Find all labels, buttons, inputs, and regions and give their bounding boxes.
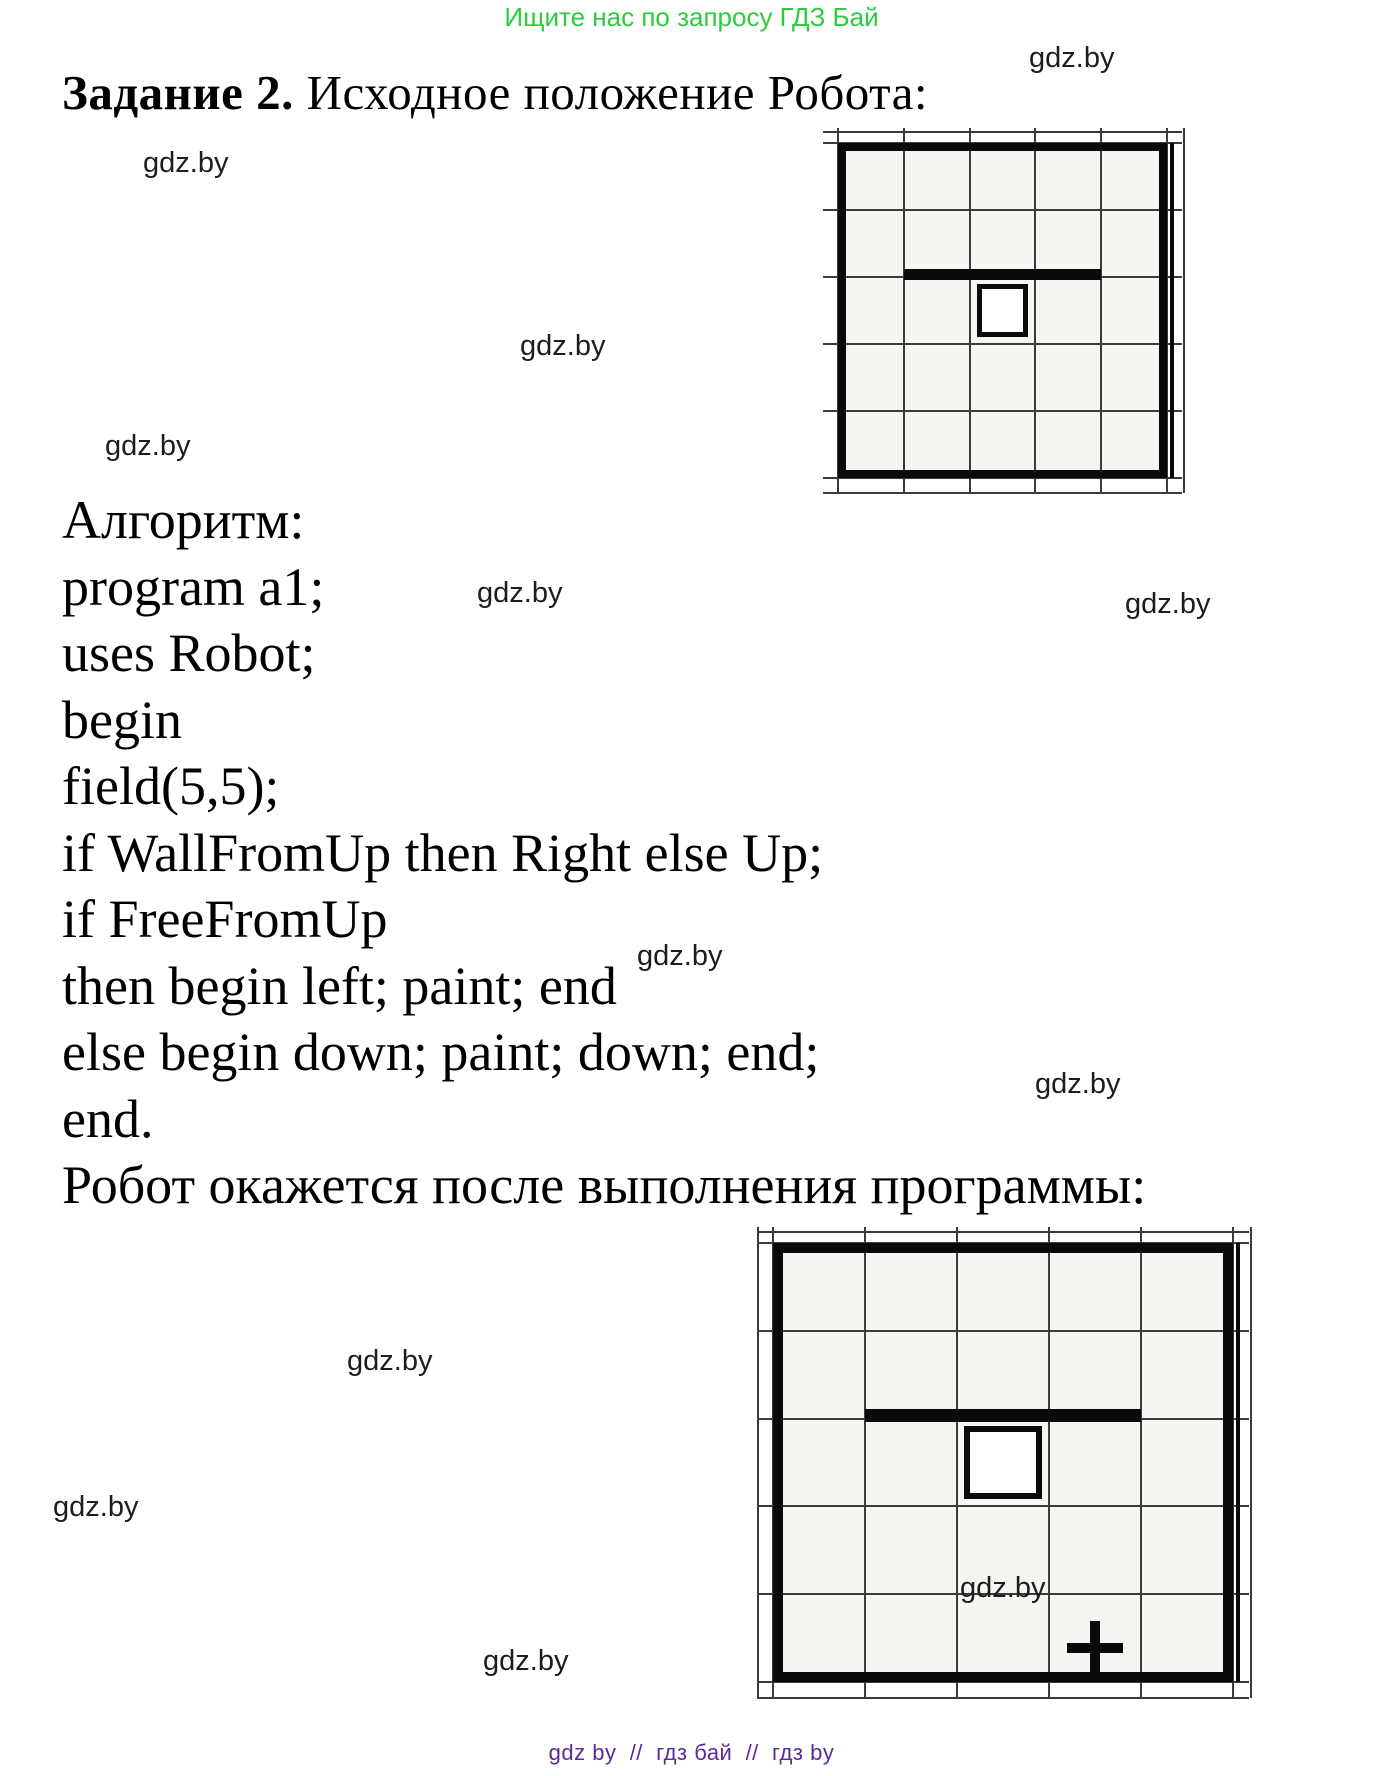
gdzby-watermark: gdz.by — [1035, 1068, 1121, 1100]
grid-border — [773, 1672, 1233, 1682]
footer-links: gdz by // гдз бай // гдз by — [548, 1740, 835, 1765]
grid-line — [1100, 128, 1102, 493]
code-line: field(5,5); — [62, 756, 280, 816]
promo-banner: Ищите нас по запросу ГДЗ Бай — [504, 2, 879, 32]
grid-line — [864, 1227, 866, 1698]
grid-line — [903, 128, 905, 493]
page-title — [62, 64, 928, 123]
gdzby-watermark: gdz.by — [520, 330, 606, 362]
code-line: else begin down; paint; down; end; — [62, 1022, 820, 1082]
wall-segment — [865, 1409, 1141, 1422]
result-heading: Робот окажется после выполнения программы: — [62, 1155, 1147, 1215]
code-line: program a1; — [62, 556, 325, 617]
grid-line — [969, 128, 971, 493]
grid-border — [838, 143, 1167, 151]
grid-line — [823, 131, 1182, 133]
robot-cell — [964, 1426, 1042, 1500]
robot-cell — [977, 284, 1029, 337]
grid-border — [773, 1243, 783, 1682]
grid-line — [823, 492, 1182, 494]
gdzby-watermark: gdz.by — [960, 1572, 1046, 1604]
result-position-grid — [773, 1243, 1233, 1682]
task-title-text: Исходное положение Робота: — [293, 65, 928, 120]
task-number: Задание 2. — [62, 65, 294, 120]
grid-border-double-line — [1236, 1243, 1240, 1682]
code-line: uses Robot; — [62, 623, 316, 683]
grid-line — [823, 410, 1182, 412]
code-line: end. — [62, 1088, 154, 1149]
grid-line — [1034, 128, 1036, 493]
grid-border — [1223, 1243, 1233, 1682]
grid-border — [773, 1243, 1233, 1253]
gdzby-watermark: gdz.by — [477, 577, 563, 609]
code-line: Алгоритм: — [62, 490, 305, 550]
grid-line — [757, 1697, 1249, 1699]
grid-border — [838, 470, 1167, 478]
code-line: if FreeFromUp — [62, 889, 388, 949]
gdzby-watermark: gdz.by — [53, 1491, 139, 1523]
gdzby-watermark: gdz.by — [105, 430, 191, 462]
gdzby-watermark: gdz.by — [1125, 588, 1211, 620]
grid-line — [956, 1227, 958, 1698]
grid-line — [1183, 128, 1185, 493]
grid-border — [838, 143, 846, 478]
grid-border — [1159, 143, 1167, 478]
grid-line — [1048, 1227, 1050, 1698]
initial-position-grid — [838, 143, 1167, 478]
grid-line — [757, 1330, 1249, 1332]
grid-line — [757, 1231, 1249, 1233]
code-line: then begin left; paint; end — [62, 955, 617, 1016]
wall-segment — [904, 269, 1101, 280]
gdzby-watermark: gdz.by — [637, 940, 723, 972]
grid-line — [757, 1227, 759, 1698]
grid-line — [1250, 1227, 1252, 1698]
code-line: begin — [62, 689, 182, 750]
gdzby-watermark: gdz.by — [347, 1345, 433, 1377]
grid-border-double-line — [1170, 143, 1174, 478]
plus-mark — [1090, 1621, 1100, 1675]
algorithm-code-block — [62, 487, 823, 1152]
grid-line — [823, 209, 1182, 211]
gdzby-watermark: gdz.by — [483, 1645, 569, 1677]
grid-line — [1140, 1227, 1142, 1698]
grid-line — [823, 343, 1182, 345]
gdzby-watermark: gdz.by — [143, 147, 229, 179]
code-line: if WallFromUp then Right else Up; — [62, 822, 824, 883]
grid-line — [757, 1505, 1249, 1507]
gdzby-watermark: gdz.by — [1029, 42, 1115, 74]
